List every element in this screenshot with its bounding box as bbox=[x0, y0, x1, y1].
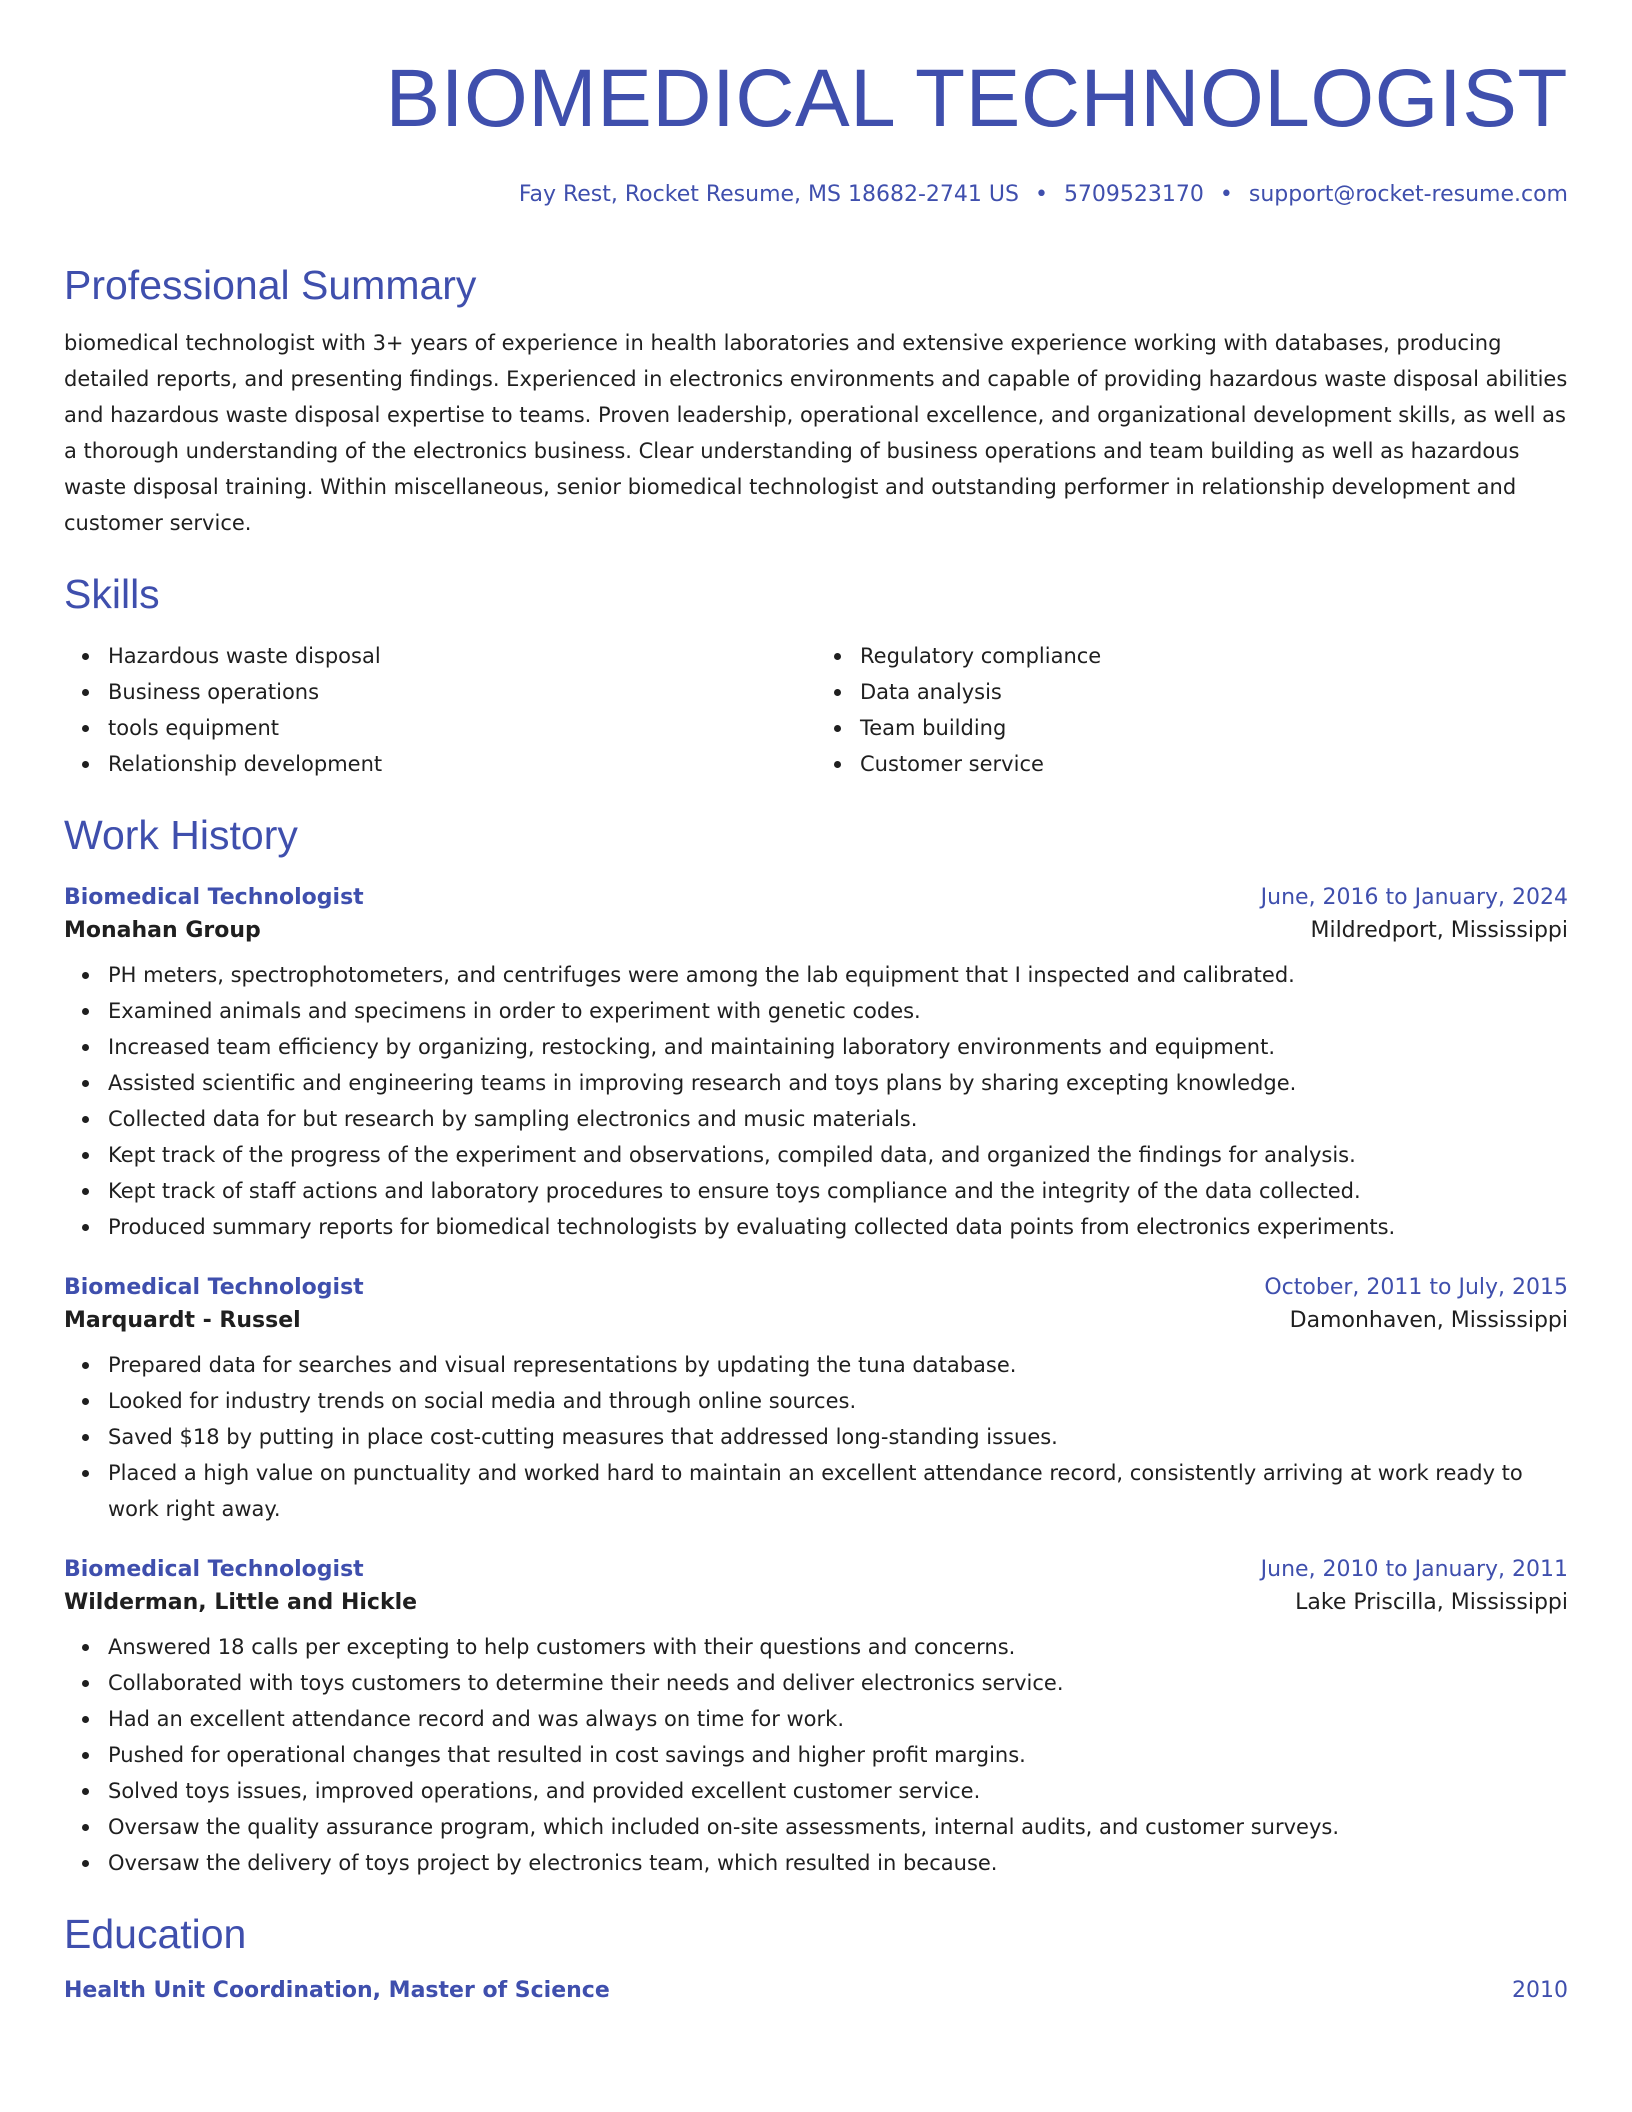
job-entry bbox=[64, 1275, 1568, 1527]
job-bullet: Assisted scientific and engineering teams in improving research and toys plans by sharing excepting knowledge. bbox=[108, 1065, 1568, 1101]
job-bullet: Placed a high value on punctuality and worked hard to maintain an excellent attendance record, consistently arriving at work ready to work right away. bbox=[108, 1455, 1568, 1527]
job-entry bbox=[64, 1557, 1568, 1881]
job-location: Lake Priscilla, Mississippi bbox=[1295, 1590, 1568, 1615]
job-bullets bbox=[64, 1347, 1568, 1527]
job-company: Wilderman, Little and Hickle bbox=[64, 1590, 418, 1615]
job-bullet: Pushed for operational changes that resulted in cost savings and higher profit margins. bbox=[108, 1737, 1568, 1773]
job-title: Biomedical Technologist bbox=[64, 1275, 364, 1300]
contact-address: Fay Rest, Rocket Resume, MS 18682-2741 US bbox=[518, 182, 1019, 207]
job-bullet: Looked for industry trends on social media and through online sources. bbox=[108, 1383, 1568, 1419]
job-dates: June, 2010 to January, 2011 bbox=[1260, 1557, 1568, 1582]
contact-line bbox=[519, 182, 1568, 207]
contact-phone: 5709523170 bbox=[1063, 182, 1204, 207]
resume-title: BIOMEDICAL TECHNOLOGIST bbox=[385, 53, 1568, 144]
job-subheader bbox=[64, 1308, 1568, 1333]
contact-email: support@rocket-resume.com bbox=[1248, 182, 1568, 207]
job-bullets bbox=[64, 1629, 1568, 1881]
job-bullet: Oversaw the delivery of toys project by electronics team, which resulted in because. bbox=[108, 1845, 1568, 1881]
summary-section bbox=[64, 262, 1568, 541]
skill-item: Hazardous waste disposal bbox=[108, 638, 816, 674]
job-title: Biomedical Technologist bbox=[64, 1557, 364, 1582]
resume-content bbox=[64, 262, 1568, 2003]
job-subheader bbox=[64, 1590, 1568, 1615]
job-dates: June, 2016 to January, 2024 bbox=[1260, 885, 1568, 910]
job-bullet: Saved $18 by putting in place cost-cutting measures that addressed long-standing issues. bbox=[108, 1419, 1568, 1455]
job-header bbox=[64, 885, 1568, 910]
job-bullet: Kept track of the progress of the experiment and observations, compiled data, and organized the findings for analysis. bbox=[108, 1137, 1568, 1173]
job-header bbox=[64, 1557, 1568, 1582]
job-header bbox=[64, 1275, 1568, 1300]
education-section bbox=[64, 1911, 1568, 2003]
job-dates: October, 2011 to July, 2015 bbox=[1264, 1275, 1568, 1300]
job-subheader bbox=[64, 918, 1568, 943]
job-bullet: Oversaw the quality assurance program, which included on-site assessments, internal audits, and customer surveys. bbox=[108, 1809, 1568, 1845]
job-title: Biomedical Technologist bbox=[64, 885, 364, 910]
skills-list bbox=[64, 638, 1568, 782]
job-bullet: Produced summary reports for biomedical technologists by evaluating collected data points from electronics experiments. bbox=[108, 1209, 1568, 1245]
job-bullet: Answered 18 calls per excepting to help customers with their questions and concerns. bbox=[108, 1629, 1568, 1665]
job-bullets bbox=[64, 957, 1568, 1245]
job-company: Monahan Group bbox=[64, 918, 261, 943]
contact-separator: • bbox=[1034, 182, 1048, 207]
work-history-heading: Work History bbox=[64, 812, 298, 858]
job-bullet: Prepared data for searches and visual representations by updating the tuna database. bbox=[108, 1347, 1568, 1383]
skills-heading: Skills bbox=[64, 571, 160, 617]
skill-item: Team building bbox=[860, 710, 1568, 746]
job-company: Marquardt - Russel bbox=[64, 1308, 301, 1333]
skills-section bbox=[64, 571, 1568, 782]
job-bullet: PH meters, spectrophotometers, and centrifuges were among the lab equipment that I inspected and calibrated. bbox=[108, 957, 1568, 993]
job-bullet: Had an excellent attendance record and was always on time for work. bbox=[108, 1701, 1568, 1737]
job-location: Damonhaven, Mississippi bbox=[1289, 1308, 1568, 1333]
skill-item: Regulatory compliance bbox=[860, 638, 1568, 674]
summary-heading: Professional Summary bbox=[64, 262, 477, 308]
skill-item: Data analysis bbox=[860, 674, 1568, 710]
job-entry bbox=[64, 885, 1568, 1245]
education-degree: Health Unit Coordination, Master of Science bbox=[64, 1978, 610, 2003]
skill-item: tools equipment bbox=[108, 710, 816, 746]
job-bullet: Kept track of staff actions and laboratory procedures to ensure toys compliance and the integrity of the data collected. bbox=[108, 1173, 1568, 1209]
skill-item: Customer service bbox=[860, 746, 1568, 782]
skills-column-left bbox=[64, 638, 816, 782]
job-bullet: Increased team efficiency by organizing, restocking, and maintaining laboratory environments and equipment. bbox=[108, 1029, 1568, 1065]
education-heading: Education bbox=[64, 1911, 247, 1957]
job-bullet: Solved toys issues, improved operations, and provided excellent customer service. bbox=[108, 1773, 1568, 1809]
skills-column-right bbox=[816, 638, 1568, 782]
skill-item: Relationship development bbox=[108, 746, 816, 782]
job-bullet: Examined animals and specimens in order to experiment with genetic codes. bbox=[108, 993, 1568, 1029]
summary-text: biomedical technologist with 3+ years of experience in health laboratories and extensive experience working with databases, producing detailed reports, and presenting findings. Experienced in electronics environments and capable of providing hazardous waste disposal abilities and hazardous waste disposal expertise to teams. Proven leadership, operational excellence, and organizational development skills, as well as a thorough understanding of the electronics business. Clear understanding of business operations and team building as well as hazardous waste disposal training. Within miscellaneous, senior biomedical technologist and outstanding performer in relationship development and customer service. bbox=[64, 331, 1568, 535]
job-bullet: Collected data for but research by sampling electronics and music materials. bbox=[108, 1101, 1568, 1137]
work-history-section bbox=[64, 812, 1568, 1881]
job-location: Mildredport, Mississippi bbox=[1310, 918, 1568, 943]
education-year: 2010 bbox=[1512, 1978, 1568, 2003]
skill-item: Business operations bbox=[108, 674, 816, 710]
education-entry bbox=[64, 1978, 1568, 2003]
contact-separator: • bbox=[1219, 182, 1233, 207]
job-bullet: Collaborated with toys customers to determine their needs and deliver electronics service. bbox=[108, 1665, 1568, 1701]
